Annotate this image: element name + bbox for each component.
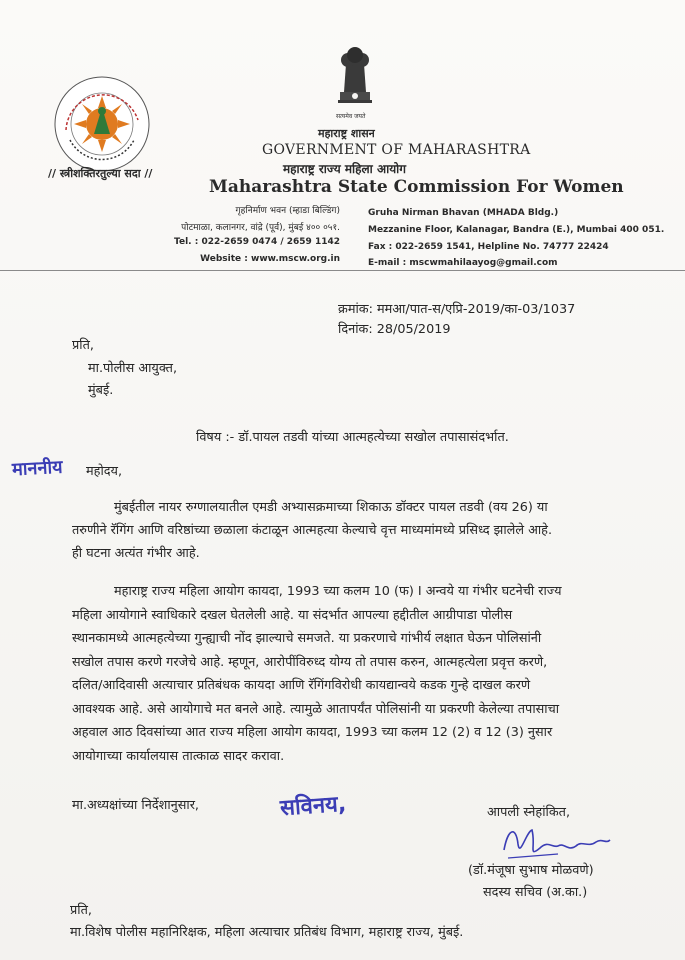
paragraph-2-line: स्थानकामध्ये आत्महत्येच्या गुन्ह्याची नोंद झाल्याचे समजते. या प्रकरणाचे गांभीर्य लक्षात घेऊन पोलिसांनी — [72, 631, 542, 646]
copy-to-line1: मा.विशेष पोलीस महानिरिक्षक, महिला अत्याचार प्रतिबंध विभाग, महाराष्ट्र राज्य, मुंबई. — [70, 925, 464, 940]
reference-number: क्रमांक: ममआ/पात-स/एप्रि-2019/का-03/1037 — [338, 302, 576, 317]
paragraph-1-line: ही घटना अत्यंत गंभीर आहे. — [72, 546, 200, 561]
paragraph-2 — [72, 580, 562, 768]
paragraph-1-line: तरुणीने रॅगिंग आणि वरिष्ठांच्या छळाला कंटाळून आत्महत्या केल्याचे वृत्त माध्यमांमध्ये प्रसिध्द झालेले आहे. — [72, 523, 553, 538]
signer-title: सदस्य सचिव (अ.का.) — [483, 885, 588, 900]
reference-date: दिनांक: 28/05/2019 — [338, 322, 451, 337]
by-order: मा.अध्यक्षांच्या निर्देशानुसार, — [72, 798, 200, 813]
recipient-line2: मुंबई. — [88, 383, 114, 398]
commission-slogan: // स्त्रीशक्तिरतुल्या सदा // — [48, 167, 153, 180]
paragraph-2-line: महिला आयोगाने स्वाधिकारे दखल घेतलेली आहे. या संदर्भात आपल्या हद्दीतील आग्रीपाडा पोलीस — [72, 607, 513, 623]
paragraph-2-line: महाराष्ट्र राज्य महिला आयोग कायदा, 1993 च्या कलम 10 (फ) I अन्वये या गंभीर घटनेची राज्य — [114, 584, 562, 599]
paragraph-1 — [72, 496, 552, 565]
fax-helpline: Fax : 022-2659 1541, Helpline No. 74777 22424 — [368, 242, 609, 252]
address-marathi-line1: गृहनिर्माण भवन (म्हाडा बिल्डिंग) — [235, 206, 340, 216]
signer-name: (डॉ.मंजूषा सुभाष मोळवणे) — [468, 863, 594, 878]
yours-faithfully: आपली स्नेहांकित, — [487, 805, 571, 820]
telephone: Tel. : 022-2659 0474 / 2659 1142 — [174, 237, 340, 247]
paragraph-2-line: आयोगाच्या कार्यालयास तात्काळ सादर करावा. — [72, 748, 285, 764]
copy-to-prati: प्रति, — [70, 903, 92, 918]
commission-logo — [52, 74, 152, 174]
recipient-prati: प्रति, — [72, 338, 94, 353]
paragraph-2-line: अहवाल आठ दिवसांच्या आत राज्य महिला आयोग कायदा, 1993 च्या कलम 12 (2) व 12 (3) नुसार — [72, 725, 553, 740]
handwritten-salutation: माननीय — [11, 456, 64, 481]
paragraph-2-line: आवश्यक आहे. असे आयोगाचे मत बनले आहे. त्यामुळे आतापर्यंत पोलिसांनी या प्रकरणी केलेल्या तपासाचा — [72, 701, 560, 717]
commission-marathi: महाराष्ट्र राज्य महिला आयोग — [283, 162, 407, 176]
address-english-line2: Mezzanine Floor, Kalanagar, Bandra (E.), Mumbai 400 051. — [368, 225, 665, 235]
paragraph-2-line: सखोल तपास करणे गरजेचे आहे. म्हणून, आरोपींविरुध्द योग्य तो तपास करुन, आत्महत्येला प्रवृत्त करणे, — [72, 654, 548, 670]
recipient-line1: मा.पोलीस आयुक्त, — [88, 361, 178, 376]
address-english-line1: Gruha Nirman Bhavan (MHADA Bldg.) — [368, 208, 559, 218]
subject: विषय :- डॉ.पायल तडवी यांच्या आत्महत्येच्या सखोल तपासासंदर्भात. — [196, 430, 509, 445]
government-english: GOVERNMENT OF MAHARASHTRA — [262, 142, 531, 158]
emblem-motto: सत्यमेव जयते — [336, 113, 366, 120]
letterhead-divider — [0, 270, 685, 271]
commission-english: Maharashtra State Commission For Women — [209, 177, 624, 197]
paragraph-1-line: मुंबईतील नायर रुग्णालयातील एमडी अभ्यासक्रमाच्या शिकाऊ डॉक्टर पायल तडवी (वय 26) या — [114, 500, 548, 515]
email: E-mail : mscwmahilaayog@gmail.com — [368, 258, 558, 268]
address-marathi-line2: पोटमाळा, कलानगर, वांद्रे (पूर्व), मुंबई ४०० ०५१. — [181, 223, 340, 233]
national-emblem — [330, 40, 380, 118]
government-marathi: महाराष्ट्र शासन — [318, 127, 375, 140]
salutation: महोदय, — [86, 464, 123, 479]
handwritten-savinay: सविनय, — [279, 791, 348, 822]
website: Website : www.mscw.org.in — [200, 254, 340, 264]
paragraph-2-line: दलित/आदिवासी अत्याचार प्रतिबंधक कायदा आणि रॅगिंगविरोधी कायद्यान्वये कडक गुन्हे दाखल करणे — [72, 678, 531, 693]
